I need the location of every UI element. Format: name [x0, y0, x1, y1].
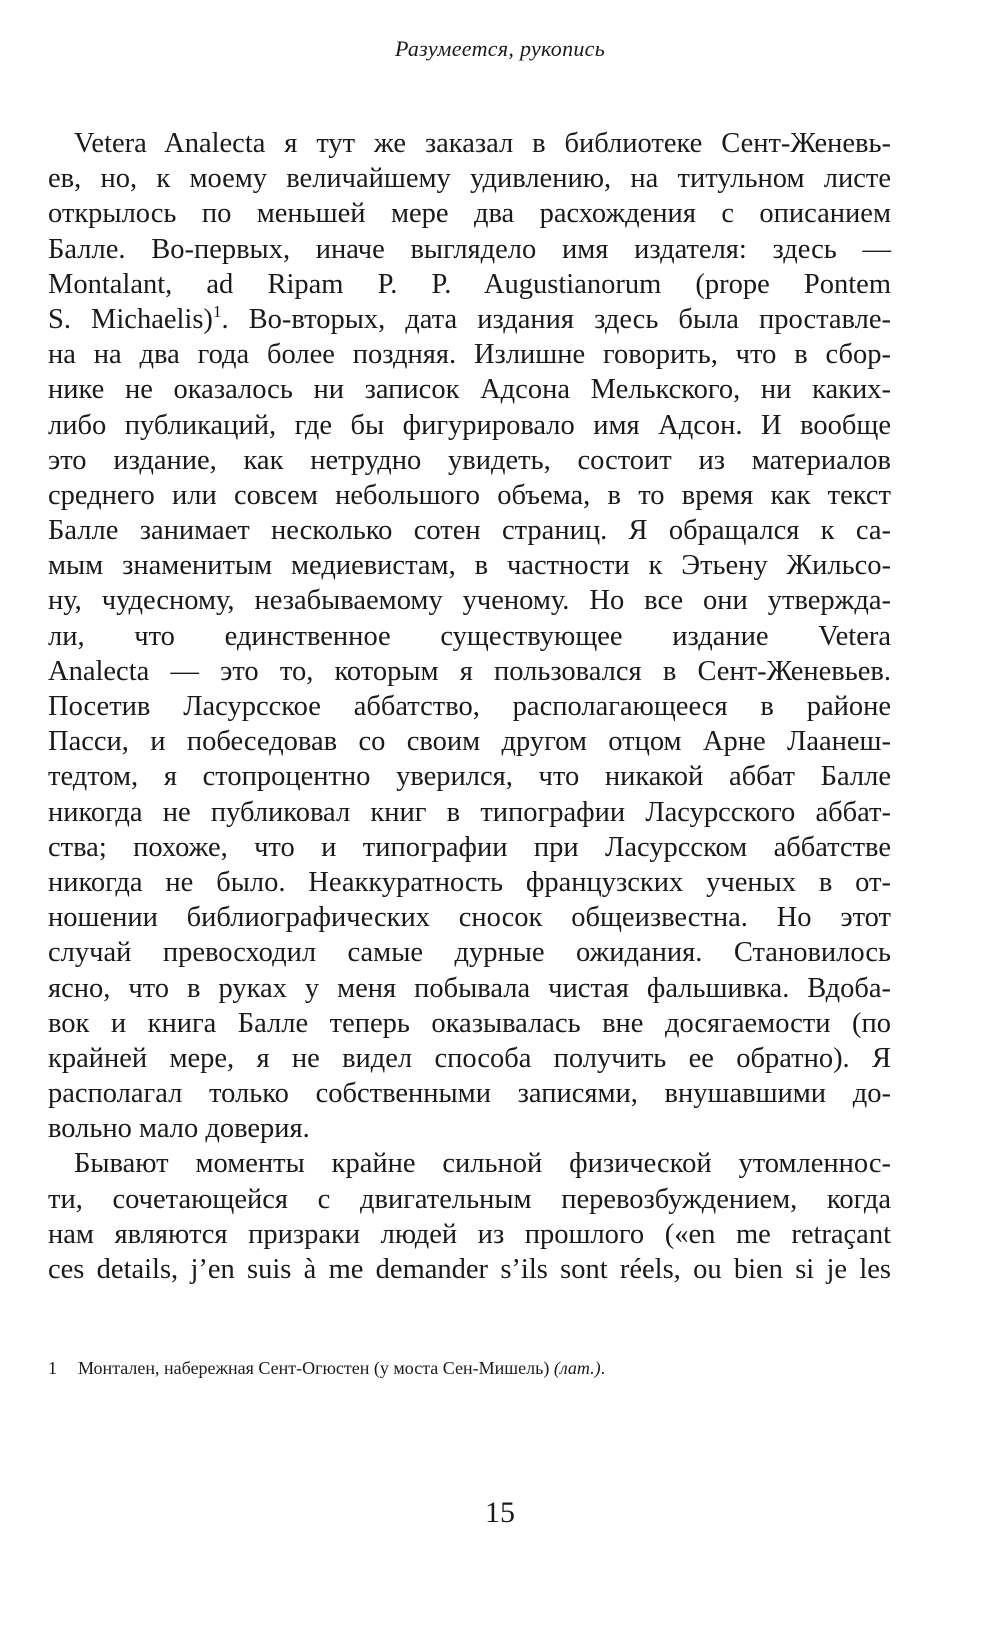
text-line: мым знаменитым медиевистам, в частности к Этьену Жильсо-: [48, 550, 891, 582]
text-line: ли, что единственное существующее издание Vetera: [48, 620, 891, 652]
text-line: Пасси, и побеседовав со своим другом отцом Арне Лаанеш-: [48, 726, 891, 758]
text-line: ства; похоже, что и типографии при Ласурсском аббатстве: [48, 831, 891, 863]
footnote-language-note: (лат.): [553, 1358, 601, 1378]
text-line: это издание, как нетрудно увидеть, состоит из материалов: [48, 444, 891, 476]
footnote-reference[interactable]: 1: [212, 301, 222, 321]
text-line: Montalant, ad Ripam P. P. Augustianorum (prope Pontem: [48, 268, 891, 300]
footnote: [48, 1356, 891, 1380]
text-line: тедтом, я стопроцентно уверился, что никакой аббат Балле: [48, 761, 891, 793]
footnote-end: .: [600, 1358, 606, 1378]
text-segment: S. Michaelis): [48, 303, 213, 335]
text-line: вольно мало доверия.: [48, 1113, 310, 1145]
text-line: Analecta — это то, которым я пользовался в Сент-Женевьев.: [48, 655, 891, 687]
text-line: Балле. Во-первых, иначе выглядело имя издателя: здесь —: [48, 233, 891, 265]
text-line: Vetera Analecta я тут же заказал в библиотеке Сент-Женевь-: [74, 128, 891, 159]
text-line: Балле занимает несколько сотен страниц. Я обращался к са-: [48, 515, 891, 547]
text-line: нам являются призраки людей из прошлого («en me retraçant: [48, 1218, 891, 1250]
text-line: ти, сочетающейся с двигательным перевозбуждением, когда: [48, 1183, 891, 1215]
text-line: нике не оказалось ни записок Адсона Мелькского, ни каких-: [48, 374, 891, 406]
text-line: на на два года более поздняя. Излишне говорить, что в сбор-: [48, 339, 891, 371]
text-line: ношении библиографических сносок общеизвестна. Но этот: [48, 902, 891, 934]
text-line: среднего или совсем небольшого объема, в то время как текст: [48, 479, 891, 511]
text-line: вок и книга Балле теперь оказывалась вне досягаемости (по: [48, 1007, 891, 1039]
text-line: ев, но, к моему величайшему удивлению, на титульном листе: [48, 163, 891, 195]
text-line: Бывают моменты крайне сильной физической утомленнос-: [74, 1148, 891, 1180]
text-line: располагал только собственными записями, внушавшими до-: [48, 1078, 891, 1110]
text-line-with-footnote: [48, 302, 891, 337]
footnote-text: Монтален, набережная Сент-Огюстен (у моста Сен-Мишель): [78, 1358, 554, 1378]
text-line: открылось по меньшей мере два расхождения с описанием: [48, 198, 891, 230]
text-line: ну, чудесному, незабываемому ученому. Но все они утвержда-: [48, 585, 891, 617]
text-segment: . Во-вторых, дата издания здесь была проставле-: [221, 303, 891, 335]
text-line: случай превосходил самые дурные ожидания. Становилось: [48, 937, 891, 969]
page-number: 15: [485, 1496, 515, 1529]
text-line: никогда не было. Неаккуратность французских ученых в от-: [48, 866, 891, 898]
text-line: ясно, что в руках у меня побывала чистая фальшивка. Вдоба-: [48, 972, 891, 1004]
footnote-number: 1: [48, 1358, 57, 1378]
main-text: [48, 126, 891, 1287]
running-head: Разумеется, рукопись: [394, 36, 606, 61]
text-line: никогда не публиковал книг в типографии Ласурсского аббат-: [48, 796, 891, 828]
text-line: ces details, j’en suis à me demander s’ils sont réels, ou bien si je les: [48, 1254, 891, 1285]
text-line: крайней мере, я не видел способа получить ее обратно). Я: [48, 1042, 891, 1074]
text-line: либо публикаций, где бы фигурировало имя Адсон. И вообще: [48, 409, 891, 441]
text-line: Посетив Ласурсское аббатство, располагающееся в районе: [48, 691, 891, 722]
